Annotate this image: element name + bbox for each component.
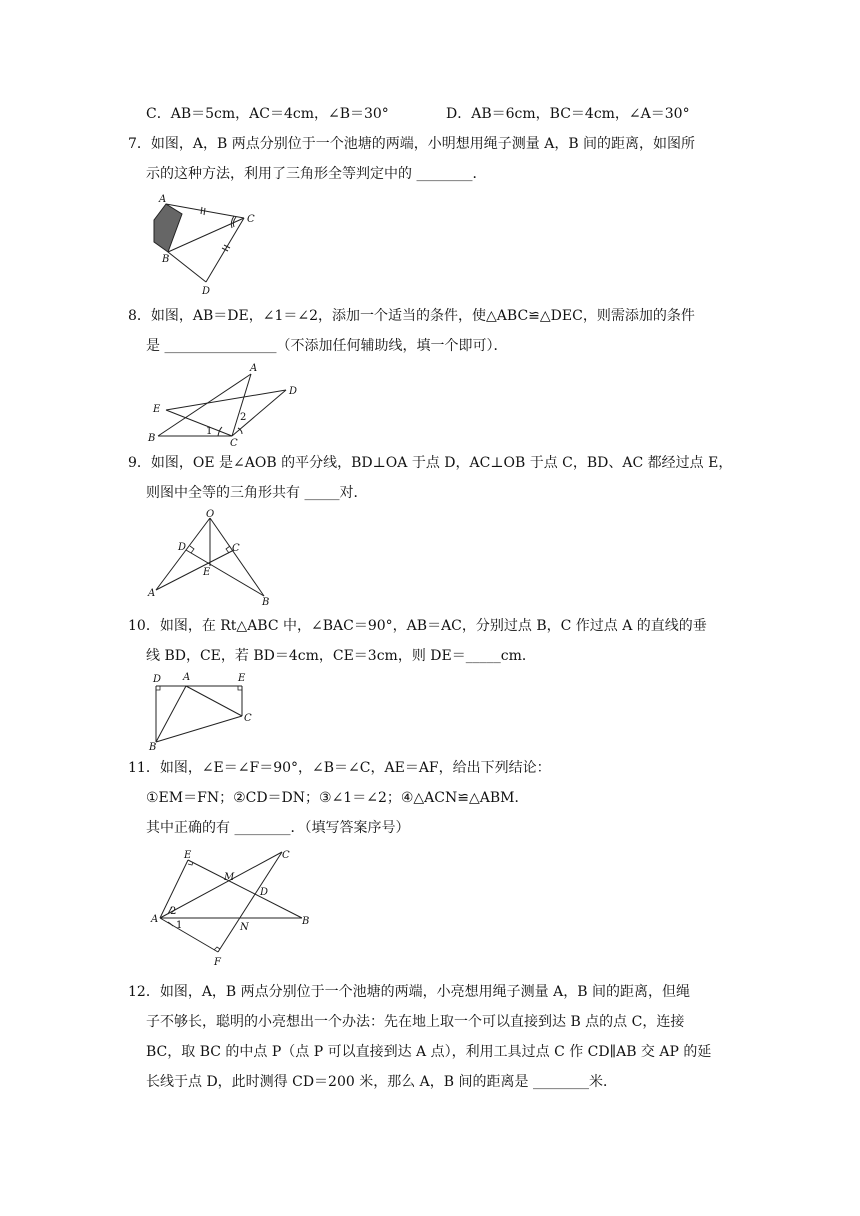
label-a: A [151, 914, 159, 925]
label-b: B [162, 254, 170, 265]
label-b: B [262, 597, 270, 608]
option-c: C．AB＝5cm，AC＝4cm，∠B＝30° [146, 106, 389, 122]
question-12-line-4: 长线于点 D，此时测得 CD＝200 米，那么 A，B 间的距离是 ________米． [146, 1074, 617, 1090]
label-c: C [232, 543, 240, 554]
question-11-line-3: 其中正确的有 ________．（填写答案序号） [146, 820, 410, 836]
figure-q7 [146, 190, 266, 300]
label-e: E [184, 850, 192, 861]
angle-label-1: 1 [206, 426, 213, 437]
angle-label-2: 2 [240, 412, 247, 423]
question-8-line-1: 8．如图，AB＝DE，∠1＝∠2，添加一个适当的条件，使△ABC≌△DEC，则需添加的条件 [128, 308, 695, 324]
question-9-line-2: 则图中全等的三角形共有 _____对． [146, 485, 368, 501]
label-d: D [153, 674, 162, 685]
label-d: D [202, 286, 211, 297]
label-b: B [302, 916, 310, 927]
angle-label-2: 2 [170, 906, 177, 917]
question-8-line-2: 是 ________________（不添加任何辅助线，填一个即可）． [146, 338, 508, 354]
question-12-line-2: 子不够长，聪明的小亮想出一个办法：先在地上取一个可以直接到达 B 点的点 C，连接 [146, 1014, 685, 1030]
question-9-line-1: 9．如图，OE 是∠AOB 的平分线，BD⊥OA 于点 D，AC⊥OB 于点 C，BD、AC 都经过点 E， [128, 455, 733, 471]
angle-label-1: 1 [176, 920, 183, 931]
label-a: A [183, 672, 191, 683]
option-d: D．AB＝6cm，BC＝4cm，∠A＝30° [446, 106, 690, 122]
label-a: A [148, 588, 156, 599]
label-c: C [230, 438, 238, 446]
question-11-line-2: ①EM＝FN；②CD＝DN；③∠1＝∠2；④△ACN≌△ABM． [146, 790, 529, 806]
label-a: A [159, 194, 167, 205]
label-n: N [240, 922, 249, 933]
label-b: B [148, 433, 156, 444]
label-m: M [224, 872, 235, 883]
label-c: C [282, 850, 290, 861]
label-a: A [250, 363, 258, 374]
question-12-line-3: BC，取 BC 的中点 P（点 P 可以直接到达 A 点），利用工具过点 C 作 CD∥AB 交 AP 的延 [146, 1044, 712, 1060]
figure-q9 [146, 508, 276, 608]
question-11-line-1: 11．如图，∠E＝∠F＝90°，∠B＝∠C，AE＝AF，给出下列结论： [128, 760, 551, 776]
question-7-line-2: 示的这种方法，利用了三角形全等判定中的 ________． [146, 166, 487, 182]
label-e: E [238, 673, 246, 684]
label-b: B [149, 742, 157, 753]
question-10-line-1: 10．如图，在 Rt△ABC 中，∠BAC＝90°，AB＝AC，分别过点 B，C 作过点 A 的直线的垂 [128, 618, 707, 634]
question-12-line-1: 12．如图，A，B 两点分别位于一个池塘的两端，小亮想用绳子测量 A，B 间的距离，但绳 [128, 984, 690, 1000]
label-c: C [247, 214, 255, 225]
label-e: E [153, 404, 161, 415]
figure-q8 [146, 360, 316, 446]
label-o: O [206, 509, 215, 520]
label-c: C [244, 713, 252, 724]
figure-q11 [146, 846, 316, 970]
question-7-line-1: 7．如图，A，B 两点分别位于一个池塘的两端，小明想用绳子测量 A，B 间的距离，如图所 [128, 136, 696, 152]
label-d: D [289, 386, 298, 397]
label-e: E [203, 567, 211, 578]
question-10-line-2: 线 BD，CE，若 BD＝4cm，CE＝3cm，则 DE＝_____cm． [146, 648, 536, 664]
label-d: D [260, 887, 269, 898]
label-d: D [178, 542, 187, 553]
label-f: F [214, 957, 221, 968]
figure-q10 [146, 668, 266, 754]
